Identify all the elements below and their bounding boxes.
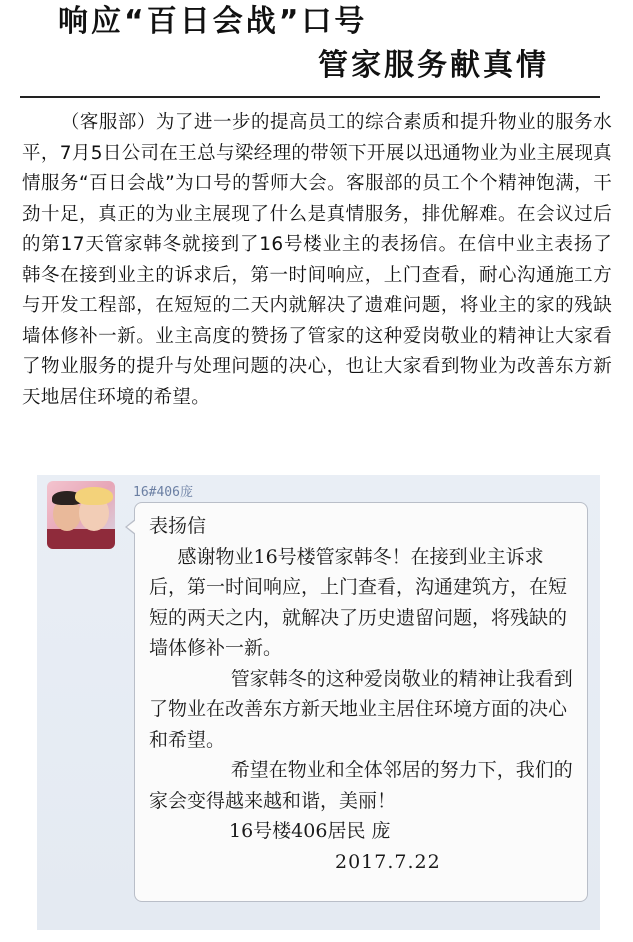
chat-bubble[interactable] <box>134 502 588 902</box>
article-title-line2: 管家服务献真情 <box>318 48 549 83</box>
avatar-shirt <box>47 529 115 549</box>
sender-name: 16#406庞 <box>133 485 193 500</box>
bubble-tail-inner <box>127 520 136 534</box>
letter-paragraph-1: 感谢物业16号楼管家韩冬！在接到业主诉求后，第一时间响应，上门查看，沟通建筑方，在短短的两天之内，就解决了历史遗留问题，将残缺的墙体修补一新。 <box>149 545 568 659</box>
article-body: （客服部）为了进一步的提高员工的综合素质和提升物业的服务水平，7月5日公司在王总与梁经理的带领下开展以迅通物业为业主展现真情服务“百日会战”为口号的誓师大会。客服部的员工个个精神饱满，干劲十足，真正的为业主展现了什么是真情服务，排优解难。在会议过后的第17天管家韩冬就接到了16号楼业主的表扬信。在信中业主表扬了韩冬在接到业主的诉求后，第一时间响应，上门查看，耐心沟通施工方与开发工程部，在短短的二天内就解决了遗难问题，将业主的家的残缺墙体修补一新。业主高度的赞扬了管家的这种爱岗敬业的精神让大家看了物业服务的提升与处理问题的决心，也让大家看到物业为改善东方新天地居住环境的希望。 <box>22 112 612 408</box>
chat-screenshot <box>37 475 600 930</box>
letter-signature: 16号楼406居民 庞 <box>229 820 391 842</box>
letter-paragraph-2: 管家韩冬的这种爱岗敬业的精神让我看到了物业在改善东方新天地业主居住环境方面的决心和希望。 <box>149 667 573 751</box>
title-rule <box>20 96 600 98</box>
letter-title: 表扬信 <box>149 515 207 537</box>
article-title-line1: 响应“百日会战”口号 <box>58 4 368 39</box>
letter <box>149 511 579 877</box>
letter-paragraph-3: 希望在物业和全体邻居的努力下，我们的家会变得越来越和谐，美丽！ <box>149 759 573 812</box>
letter-date: 2017.7.22 <box>335 850 441 873</box>
avatar-hair-right <box>75 487 113 505</box>
avatar[interactable] <box>47 481 115 549</box>
